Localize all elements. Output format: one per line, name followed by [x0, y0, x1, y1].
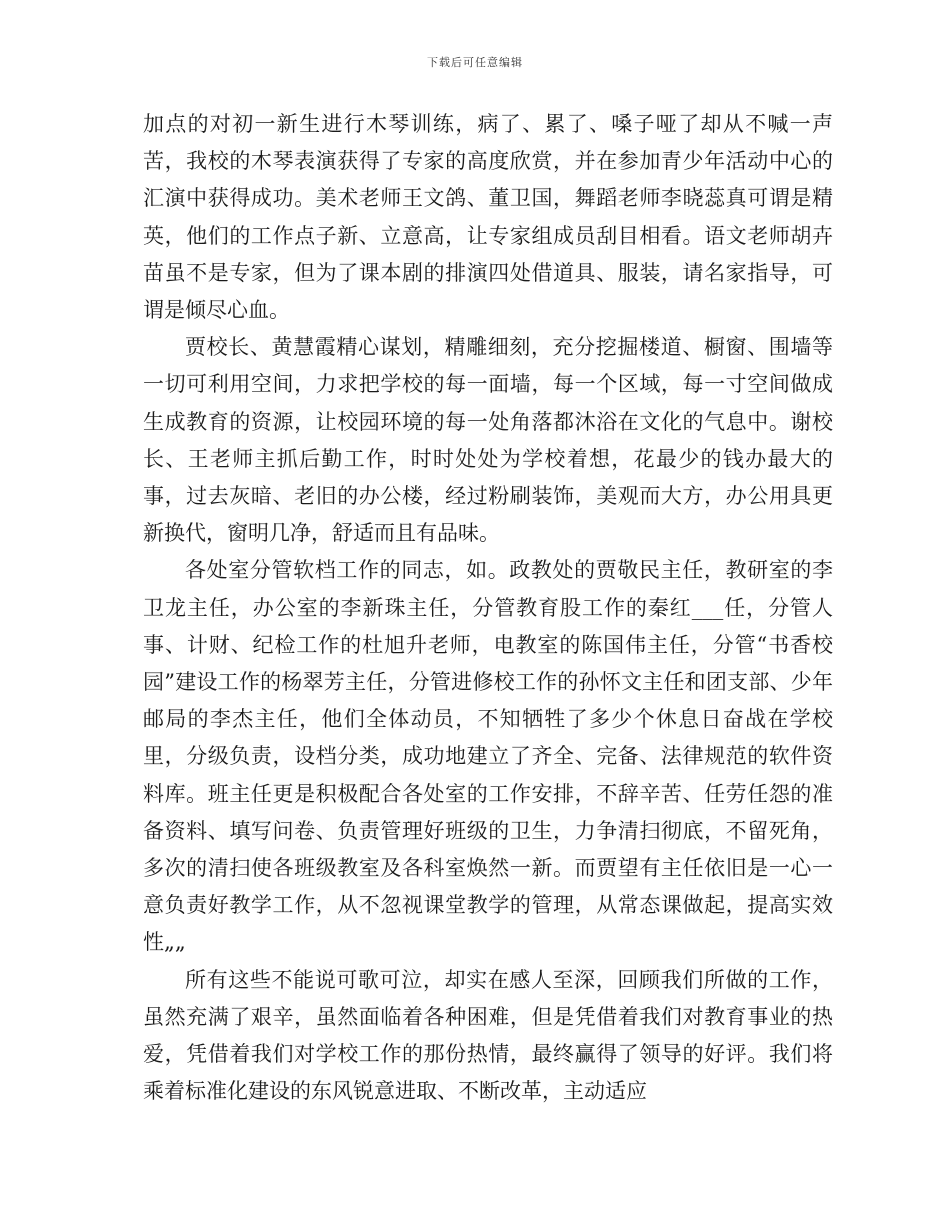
paragraph-4: 所有这些不能说可歌可泣，却实在感人至深，回顾我们所做的工作，虽然充满了艰辛，虽然面临着各种困难，但是凭借着我们对教育事业的热爱，凭借着我们对学校工作的那份热情，最终赢得了领导的好评。我们将乘着标准化建设的东风锐意进取、不断改革，主动适应 — [143, 967, 833, 1104]
document-body — [143, 106, 833, 1110]
page-header: 下载后可任意编辑 — [427, 56, 523, 69]
paragraph-3: 各处室分管软档工作的同志，如。政教处的贾敬民主任，教研室的李卫龙主任，办公室的李新珠主任，分管教育股工作的秦红___任，分管人事、计财、纪检工作的杜旭升老师，电教室的陈国伟主任，分管“书香校园”建设工作的杨翠芳主任，分管进修校工作的孙怀文主任和团支部、少年邮局的李杰主任，他们全体动员，不知牺牲了多少个休息日奋战在学校里，分级负责，设档分类，成功地建立了齐全、完备、法律规范的软件资料库。班主任更是积极配合各处室的工作安排，不辞辛苦、任劳任怨的准备资料、填写问卷、负责管理好班级的卫生，力争清扫彻底，不留死角，多次的清扫使各班级教室及各科室焕然一新。而贾望有主任依旧是一心一意负责好教学工作，从不忽视课堂教学的管理，从常态课做起，提高实效性„„ — [143, 558, 833, 955]
paragraph-1: 加点的对初一新生进行木琴训练，病了、累了、嗓子哑了却从不喊一声苦，我校的木琴表演获得了专家的高度欣赏，并在参加青少年活动中心的汇演中获得成功。美术老师王文鸽、董卫国，舞蹈老师李晓蕊真可谓是精英，他们的工作点子新、立意高，让专家组成员刮目相看。语文老师胡卉苗虽不是专家，但为了课本剧的排演四处借道具、服装，请名家指导，可谓是倾尽心血。 — [143, 112, 833, 323]
paragraph-2: 贾校长、黄慧霞精心谋划，精雕细刻，充分挖掘楼道、橱窗、围墙等一切可利用空间，力求把学校的每一面墙，每一个区域，每一寸空间做成生成教育的资源，让校园环境的每一处角落都沐浴在文化的气息中。谢校长、王老师主抓后勤工作，时时处处为学校着想，花最少的钱办最大的事，过去灰暗、老旧的办公楼，经过粉刷装饰，美观而大方，办公用具更新换代，窗明几净，舒适而且有品味。 — [143, 335, 833, 546]
